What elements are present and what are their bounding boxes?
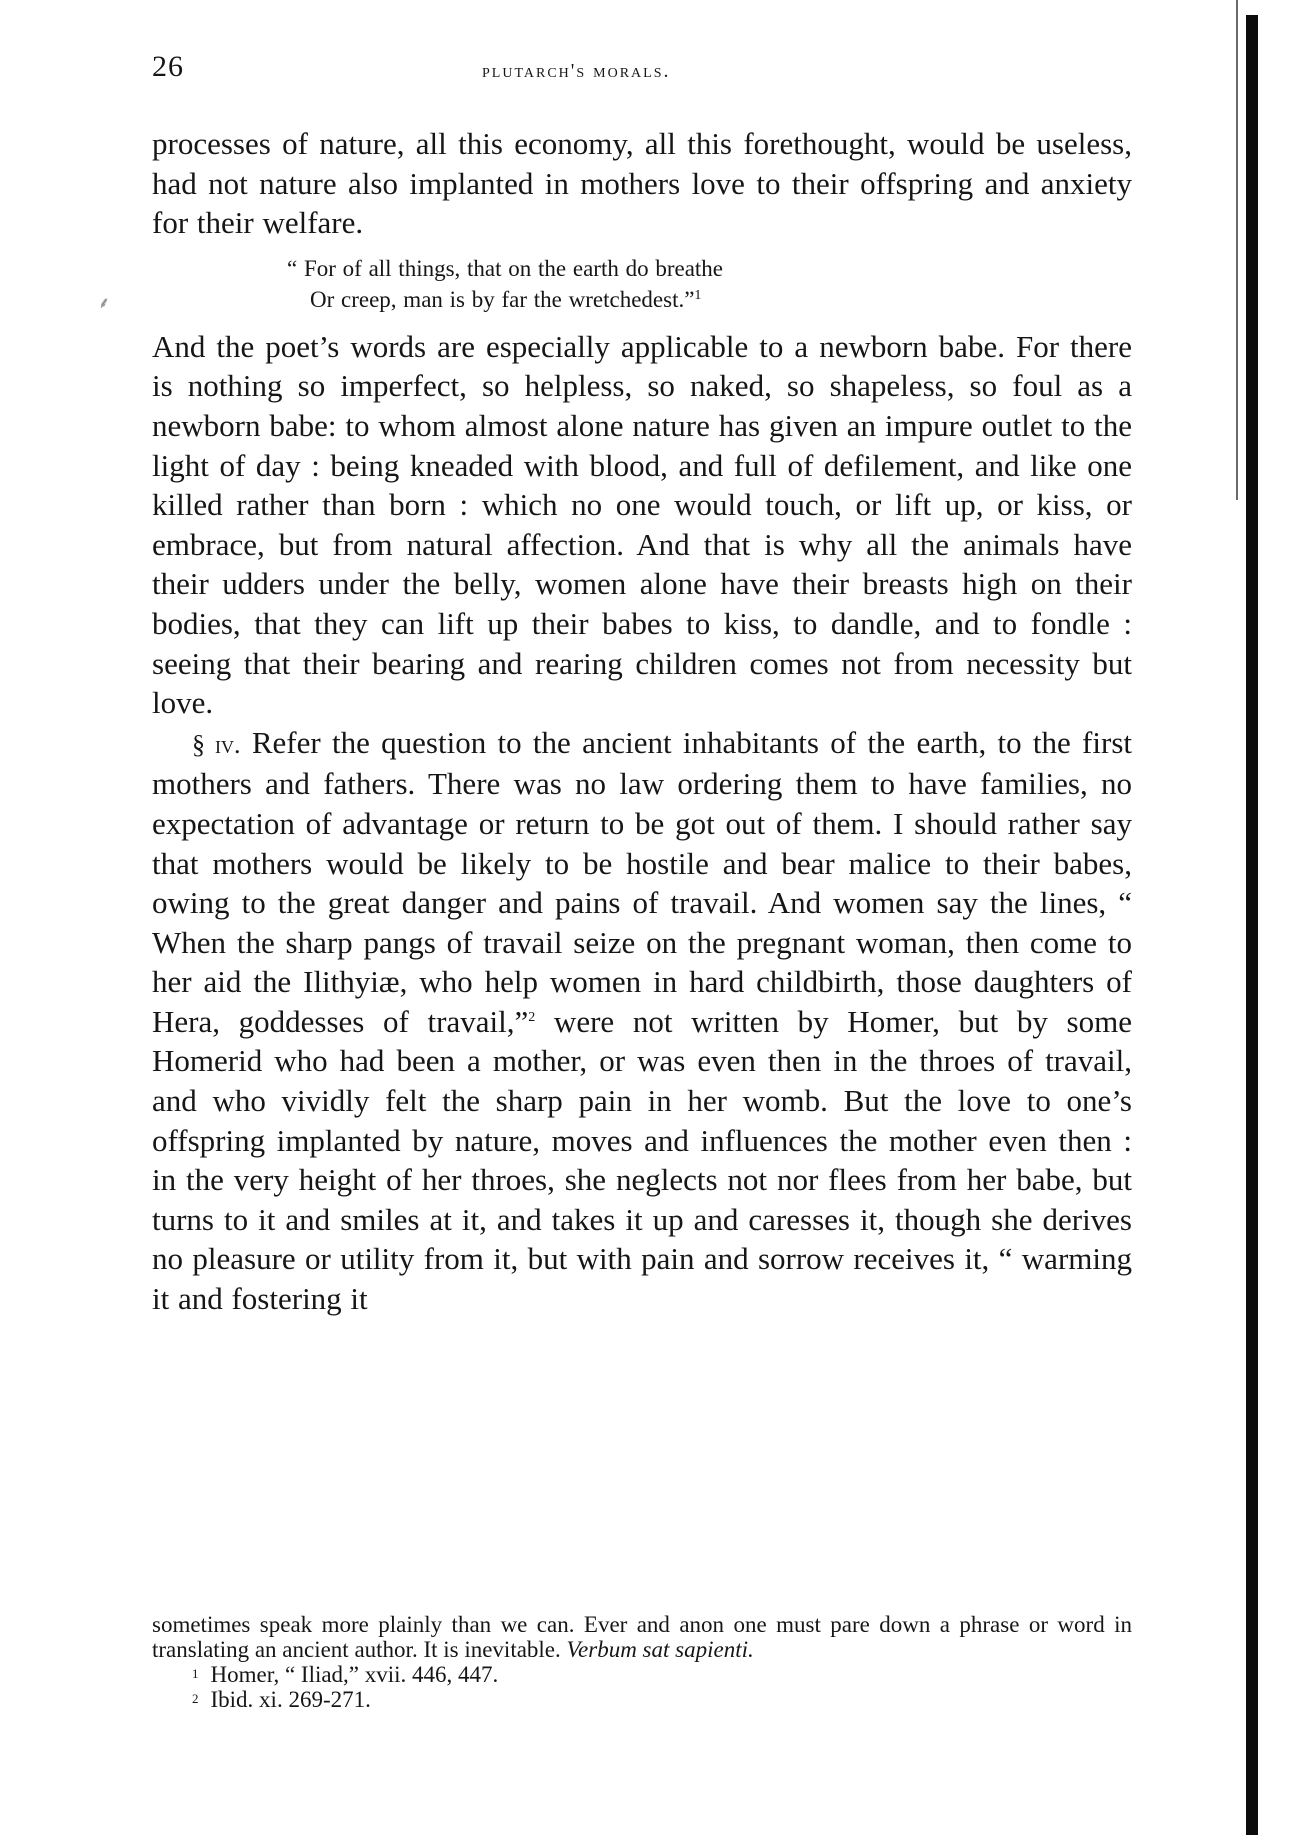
verse-line-2-text: Or creep, man is by far the wretchedest.” — [310, 286, 695, 312]
verse-line-1: “ For of all things, that on the earth do breathe — [287, 255, 724, 281]
running-head: plutarch's morals. — [482, 60, 671, 82]
footnote-continuation-text: sometimes speak more plainly than we can. Ever and anon one must pare down a phrase or word in translating an ancient author. It is inevitable. — [152, 1612, 1132, 1662]
footnote-2-text: Ibid. xi. 269-271. — [210, 1687, 371, 1712]
paragraph-section-iv-text-b: were not written by Homer, but by some Homerid who had been a mother, or was even then in the throes of travail, and who vividly felt the sharp pain in her womb. But the love to one’s offspring implanted by nature, moves and influences the mother even then : in the very height of her throes, she neglects not nor flees from her babe, but turns to it and smiles at it, and takes it up and caresses it, though she derives no pleasure or utility from it, but with pain and sorrow receives it, “ warming it and fostering it — [152, 1003, 1132, 1317]
paragraph-continuation: processes of nature, all this economy, all this forethought, would be useless, had not nature also implanted in mothers love to their offspring and anxiety for their welfare. — [152, 126, 1132, 241]
footnote-ref-2: 2 — [528, 1009, 536, 1025]
footnote-2 — [152, 1687, 1132, 1712]
paragraph-section-iv — [152, 723, 1132, 1319]
paragraph-newborn: And the poet’s words are especially applicable to a newborn babe. For there is nothing so imperfect, so helpless, so naked, so shapeless, so foul as a newborn babe: to whom almost alone nature has given an impure outlet to the light of day : being kneaded with blood, and full of defilement, and like one killed rather than born : which no one would touch, or lift up, or kiss, or embrace, but from natural affection. And that is why all the animals have their udders under the belly, women alone have their breasts high on their bodies, that they can lift up their babes to kiss, to dandle, and to fondle : seeing that their bearing and rearing children comes not from necessity but love. — [152, 328, 1132, 721]
page-header — [152, 50, 1132, 90]
body-text — [152, 124, 1132, 1319]
footnote-1 — [152, 1662, 1132, 1687]
footnote-continuation — [152, 1612, 1132, 1662]
footnote-latin-phrase: Verbum sat sapienti. — [566, 1637, 754, 1662]
margin-speck: ⸙ — [98, 295, 111, 312]
footnote-ref-1: 1 — [694, 287, 702, 303]
page-number: 26 — [152, 50, 184, 83]
paragraph-section-iv-text-a: Refer the question to the ancient inhabitants of the earth, to the first mothers and fathers. There was no law ordering them to have families, no expectation of advantage or return to be got out of them. I should rather say that mothers would be likely to be hostile and bear malice to their babes, owing to the great danger and pains of travail. And women say the lines, “ When the sharp pangs of travail seize on the pregnant woman, then come to her aid the Ilithyiæ, who help women in hard childbirth, those daughters of Hera, goddesses of travail,” — [152, 724, 1132, 1039]
verse-line-2 — [152, 284, 1132, 315]
binding-edge-shadow — [1236, 0, 1238, 500]
binding-edge — [1246, 15, 1258, 1835]
section-marker: § iv. — [192, 729, 241, 759]
footnote-1-text: Homer, “ Iliad,” xvii. 446, 447. — [210, 1662, 499, 1687]
footnote-2-mark: 2 — [192, 1691, 199, 1706]
footnote-1-mark: 1 — [192, 1666, 199, 1681]
footnotes — [152, 1612, 1132, 1712]
verse-quotation — [152, 253, 1132, 315]
